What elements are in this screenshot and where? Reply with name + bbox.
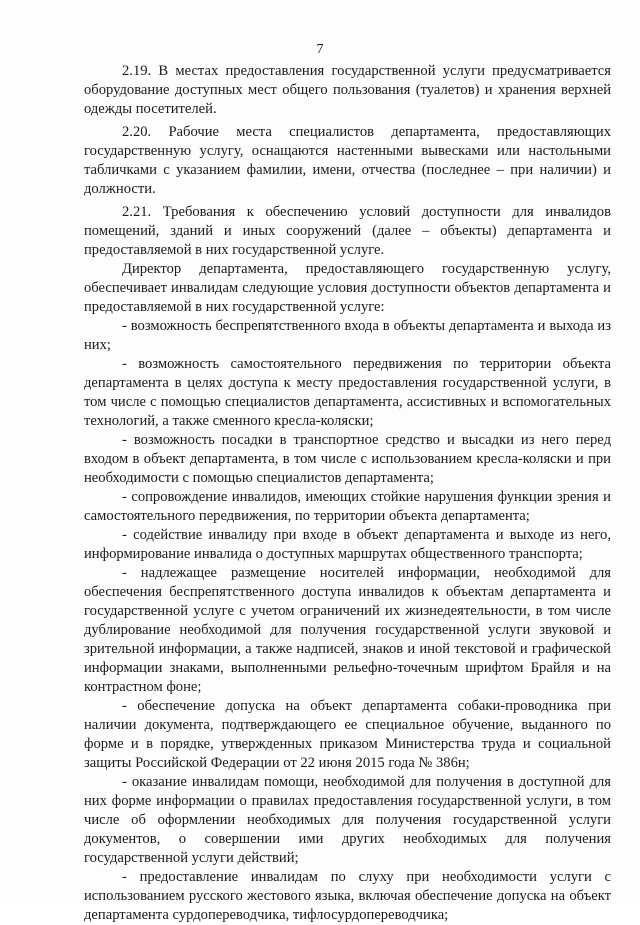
page-number: 7 <box>316 42 324 57</box>
list-item-assistance-informing: - содействие инвалиду при входе в объект департамента и выходе из него, информирование инвалида о доступных маршрутах общественного транспорта; <box>84 527 611 562</box>
document-body <box>84 62 611 925</box>
list-item-escort: - сопровождение инвалидов, имеющих стойкие нарушения функции зрения и самостоятельного передвижения, по территории объекта департамента; <box>84 489 611 524</box>
list-item-entry-exit: - возможность беспрепятственного входа в объекты департамента и выхода из них; <box>84 318 611 353</box>
paragraph-director-intro: Директор департамента, предоставляющего государственную услугу, обеспечивает инвалидам следующие условия доступности объектов департамента и предоставляемой в них государственной услуге: <box>84 261 611 315</box>
list-item-information-placement: - надлежащее размещение носителей информации, необходимой для обеспечения беспрепятственного доступа инвалидов к объектам департамента и государственной услуге с учетом ограничений их жизнедеятельности, в том числе дублирование необходимой для получения государственной услуги звуковой и зрительной информации, а также надписей, знаков и иной текстовой и графической информации знаками, выполненными рельефно-точечным шрифтом Брайля и на контрастном фоне; <box>84 565 611 695</box>
paragraph-2-20: 2.20. Рабочие места специалистов департамента, предоставляющих государственную услугу, оснащаются настенными вывесками или настольными табличками с указанием фамилии, имени, отчества (последнее – при наличии) и должности. <box>84 124 611 197</box>
paragraph-2-19: 2.19. В местах предоставления государственной услуги предусматривается оборудование доступных мест общего пользования (туалетов) и хранения верхней одежды посетителей. <box>84 63 611 117</box>
list-item-independent-movement: - возможность самостоятельного передвижения по территории объекта департамента в целях доступа к месту предоставления государственной услуги, в том числе с помощью специалистов департамента, ассистивных и вспомогательных технологий, а также сменного кресла-коляски; <box>84 356 611 429</box>
list-item-help-information: - оказание инвалидам помощи, необходимой для получения в доступной для них форме информации о правилах предоставления государственной услуги, в том числе об оформлении необходимых для получения государственной услуги документов, о совершении ими других необходимых для получения государственной услуги действий; <box>84 774 611 866</box>
list-item-guide-dog: - обеспечение допуска на объект департамента собаки-проводника при наличии документа, подтверждающего ее специальное обучение, выданного по форме и в порядке, утвержденных приказом Министерства труда и социальной защиты Российской Федерации от 22 июня 2015 года № 386н; <box>84 698 611 771</box>
paragraph-2-21: 2.21. Требования к обеспечению условий доступности для инвалидов помещений, зданий и иных сооружений (далее – объекты) департамента и предоставляемой в них государственной услуге. <box>84 204 611 258</box>
list-item-transport-boarding: - возможность посадки в транспортное средство и высадки из него перед входом в объект департамента, в том числе с использованием кресла-коляски и при необходимости с помощью специалистов департамента; <box>84 432 611 486</box>
list-item-sign-language: - предоставление инвалидам по слуху при необходимости услуги с использованием русского жестового языка, включая обеспечение допуска на объект департамента сурдопереводчика, тифлосурдопереводчика; <box>84 869 611 923</box>
